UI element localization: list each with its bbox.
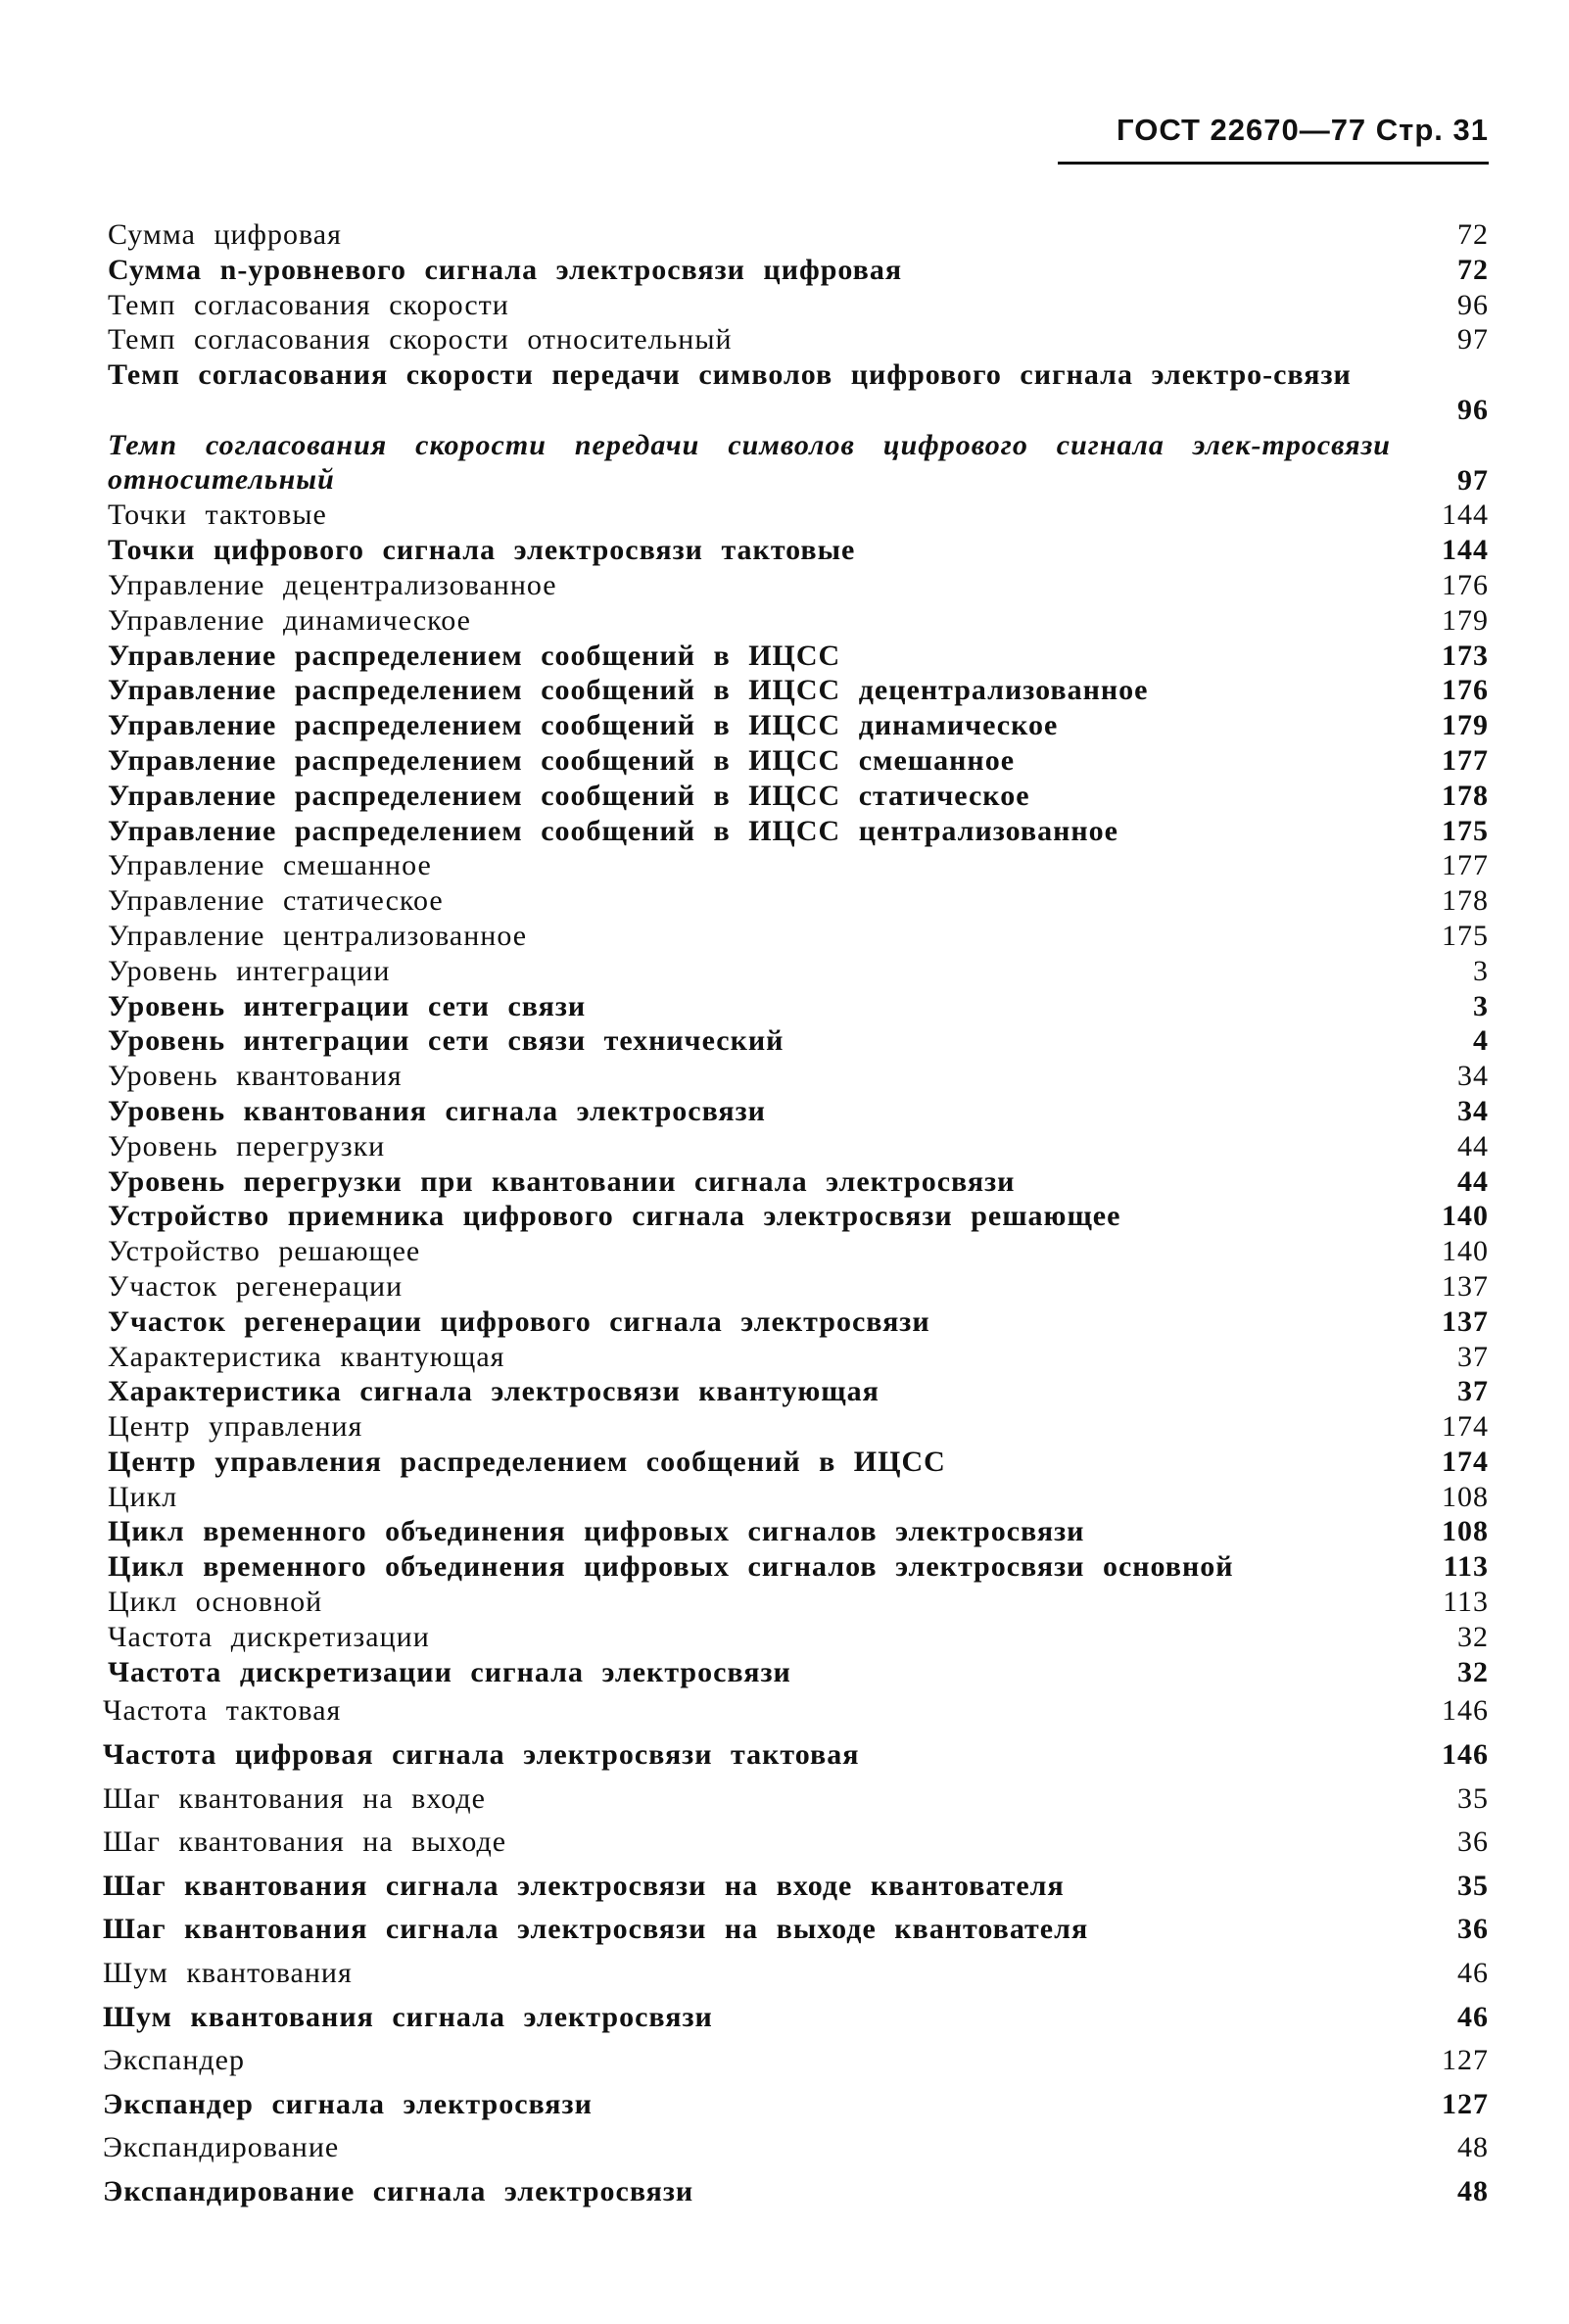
index-term: Цикл временного объединения цифровых сигналов электросвязи (108, 1515, 1085, 1548)
index-page-number: 127 (1442, 2044, 1489, 2077)
index-entry (108, 1620, 1489, 1655)
index-entry (108, 1129, 1489, 1164)
index-entry (108, 1340, 1489, 1375)
index-entry (103, 2039, 1489, 2083)
index-entry (108, 814, 1489, 849)
index-entry (103, 1733, 1489, 1778)
index-entry (108, 428, 1489, 498)
index-entry (108, 603, 1489, 639)
index-page-number: 97 (1457, 323, 1489, 356)
index-entry (103, 1689, 1489, 1733)
index-page-number: 34 (1457, 1094, 1489, 1127)
index-term: Центр управления (108, 1410, 363, 1444)
index-page-number: 140 (1442, 1200, 1489, 1233)
index-term: Экспандирование сигнала электросвязи (103, 2175, 694, 2207)
index-entry (103, 1778, 1489, 1822)
index-entry (108, 568, 1489, 603)
index-entry (108, 1655, 1489, 1690)
index-page-number: 175 (1442, 814, 1489, 847)
index-page-number: 32 (1457, 1655, 1489, 1688)
index-entry (108, 533, 1489, 568)
index-term: Шаг квантования на выходе (103, 1826, 507, 1859)
index-term: Частота тактовая (103, 1694, 342, 1728)
index-term: Темп согласования скорости передачи символов цифрового сигнала электро-связи (108, 358, 1352, 392)
index-entry (108, 848, 1489, 883)
index-page-number: 179 (1442, 603, 1489, 637)
index-term: Характеристика квантующая (108, 1340, 505, 1373)
index-page-number: 96 (1457, 288, 1489, 321)
index-term: Темп согласования скорости относительный (108, 323, 733, 356)
index-page-number: 176 (1442, 674, 1489, 707)
index-page-number: 174 (1442, 1445, 1489, 1478)
index-page-number: 48 (1457, 2175, 1489, 2207)
index-page-number: 72 (1457, 253, 1489, 286)
index-term: Точки цифрового сигнала электросвязи тактовые (108, 534, 856, 567)
index-page-number: 108 (1442, 1480, 1489, 1513)
index-term: Участок регенерации цифрового сигнала электросвязи (108, 1304, 930, 1338)
index-entry (108, 1445, 1489, 1480)
index-entry (108, 708, 1489, 743)
index-page-number: 46 (1457, 2000, 1489, 2033)
index-page-number: 96 (1457, 393, 1489, 426)
index-entry (108, 253, 1489, 288)
index-page-number: 176 (1442, 568, 1489, 601)
index-entry (103, 1821, 1489, 1865)
index-page-number: 177 (1442, 849, 1489, 882)
index-term: Центр управления распределением сообщений в ИЦСС (108, 1445, 946, 1478)
index-term: Уровень перегрузки при квантовании сигнала электросвязи (108, 1164, 1016, 1198)
index-term: Уровень интеграции сети связи технический (108, 1024, 784, 1058)
index-page-number: 108 (1442, 1515, 1489, 1548)
index-entry (103, 1996, 1489, 2040)
index-term: Экспандер сигнала электросвязи (103, 2087, 593, 2120)
index-term: Шум квантования сигнала электросвязи (103, 2000, 713, 2033)
index-page-number: 175 (1442, 919, 1489, 952)
index-term: Управление распределением сообщений в ИЦСС смешанное (108, 743, 1016, 777)
index-page-number: 146 (1442, 1738, 1489, 1772)
index-entry (108, 954, 1489, 989)
index-page-number: 36 (1457, 1826, 1489, 1859)
index-page-number: 4 (1473, 1024, 1489, 1058)
index-page-number: 113 (1443, 1586, 1489, 1619)
index-page-number: 46 (1457, 1957, 1489, 1990)
index-page-number: 72 (1457, 218, 1489, 251)
index-page-number: 146 (1442, 1694, 1489, 1728)
index-entry (108, 743, 1489, 779)
index-entry (108, 989, 1489, 1024)
index-page-number: 3 (1473, 954, 1489, 987)
index-term: Характеристика сигнала электросвязи квантующая (108, 1375, 880, 1408)
index-term: Уровень интеграции (108, 954, 391, 987)
index-page-number: 32 (1457, 1620, 1489, 1653)
index-entry (103, 2083, 1489, 2127)
index-entry (108, 779, 1489, 814)
index-entry (108, 1269, 1489, 1304)
index-page-number: 35 (1457, 1781, 1489, 1815)
index-entry (108, 1374, 1489, 1409)
index-entry (108, 1059, 1489, 1094)
index-term: Частота цифровая сигнала электросвязи тактовая (103, 1738, 860, 1772)
index-term: Управление смешанное (108, 849, 432, 882)
index-term: Темп согласования скорости (108, 288, 509, 321)
index-term: Шаг квантования на входе (103, 1781, 486, 1815)
index-page-number: 144 (1442, 534, 1489, 567)
index-term: Экспандер (103, 2044, 245, 2077)
index-page-number: 48 (1457, 2131, 1489, 2164)
index-page-number: 37 (1457, 1340, 1489, 1373)
index-entry (108, 673, 1489, 708)
index-entry (108, 1304, 1489, 1340)
index-term: Экспандирование (103, 2131, 340, 2164)
index-term: Шаг квантования сигнала электросвязи на входе квантователя (103, 1869, 1065, 1902)
index-page-number: 173 (1442, 639, 1489, 672)
index-term: Цикл временного объединения цифровых сигналов электросвязи основной (108, 1550, 1234, 1584)
index-page-number: 137 (1442, 1269, 1489, 1303)
index-page-number: 44 (1457, 1164, 1489, 1198)
index-entry (103, 1865, 1489, 1909)
index-term: Уровень интеграции сети связи (108, 989, 587, 1022)
index-entry (108, 883, 1489, 919)
index-term: Частота дискретизации сигнала электросвязи (108, 1655, 791, 1688)
index-term: Управление распределением сообщений в ИЦСС децентрализованное (108, 674, 1149, 707)
term-index-list (103, 217, 1489, 2214)
index-term: Управление децентрализованное (108, 568, 557, 601)
index-page-number: 177 (1442, 743, 1489, 777)
index-page-number: 178 (1442, 884, 1489, 918)
index-page-number: 127 (1442, 2087, 1489, 2120)
index-page-number: 44 (1457, 1129, 1489, 1162)
index-page-number: 113 (1443, 1550, 1489, 1584)
index-term: Устройство решающее (108, 1235, 421, 1268)
index-entry (103, 1908, 1489, 1952)
index-entry (108, 288, 1489, 323)
index-term: Цикл основной (108, 1586, 323, 1619)
index-term: Цикл (108, 1480, 178, 1513)
index-page-number: 37 (1457, 1375, 1489, 1408)
index-entry (108, 217, 1489, 253)
index-term: Шум квантования (103, 1957, 353, 1990)
index-term: Уровень квантования сигнала электросвязи (108, 1094, 766, 1127)
index-entry (108, 639, 1489, 674)
index-page-number: 174 (1442, 1410, 1489, 1444)
index-entry (103, 2170, 1489, 2214)
index-entry (108, 1199, 1489, 1234)
index-entry (108, 1480, 1489, 1515)
index-term: Управление распределением сообщений в ИЦСС статическое (108, 779, 1030, 812)
index-page-number: 178 (1442, 779, 1489, 812)
index-term: Уровень квантования (108, 1060, 403, 1093)
index-term: Управление распределением сообщений в ИЦСС динамическое (108, 709, 1059, 742)
index-term: Частота дискретизации (108, 1620, 430, 1653)
index-entry (103, 1952, 1489, 1996)
index-term: Управление распределением сообщений в ИЦСС централизованное (108, 814, 1118, 847)
index-entry (108, 1409, 1489, 1445)
index-entry (108, 1094, 1489, 1129)
index-page-number: 144 (1442, 498, 1489, 532)
index-term: Управление распределением сообщений в ИЦСС (108, 639, 841, 672)
index-page-number: 36 (1457, 1913, 1489, 1946)
index-term: Уровень перегрузки (108, 1129, 386, 1162)
index-page-number: 35 (1457, 1869, 1489, 1902)
index-entry (108, 1234, 1489, 1269)
index-entry (108, 1023, 1489, 1059)
index-entry (103, 2126, 1489, 2170)
index-term: Шаг квантования сигнала электросвязи на выходе квантователя (103, 1913, 1089, 1946)
index-page-number: 140 (1442, 1235, 1489, 1268)
index-page-number: 34 (1457, 1060, 1489, 1093)
index-term: Точки тактовые (108, 498, 327, 532)
index-term: Сумма n-уровневого сигнала электросвязи цифровая (108, 253, 903, 286)
index-entry (108, 1549, 1489, 1585)
index-entry (108, 1585, 1489, 1620)
index-entry (108, 322, 1489, 357)
index-term: Управление централизованное (108, 919, 528, 952)
index-entry (108, 919, 1489, 954)
index-entry (108, 498, 1489, 533)
index-entry (108, 1514, 1489, 1549)
index-term: Управление динамическое (108, 603, 471, 637)
index-term: Сумма цифровая (108, 218, 342, 251)
index-entry (108, 1164, 1489, 1200)
index-page-number: 3 (1473, 989, 1489, 1022)
index-term: Устройство приемника цифрового сигнала электросвязи решающее (108, 1200, 1121, 1233)
index-term: Темп согласования скорости передачи символов цифрового сигнала элек-тросвязи относительный (108, 428, 1391, 496)
index-page-number: 137 (1442, 1304, 1489, 1338)
index-term: Управление статическое (108, 884, 444, 918)
index-page-number: 179 (1442, 709, 1489, 742)
index-entry (108, 357, 1489, 428)
page-header: ГОСТ 22670—77 Стр. 31 (1058, 113, 1489, 165)
index-term: Участок регенерации (108, 1269, 404, 1303)
index-page-number: 97 (1457, 463, 1489, 497)
